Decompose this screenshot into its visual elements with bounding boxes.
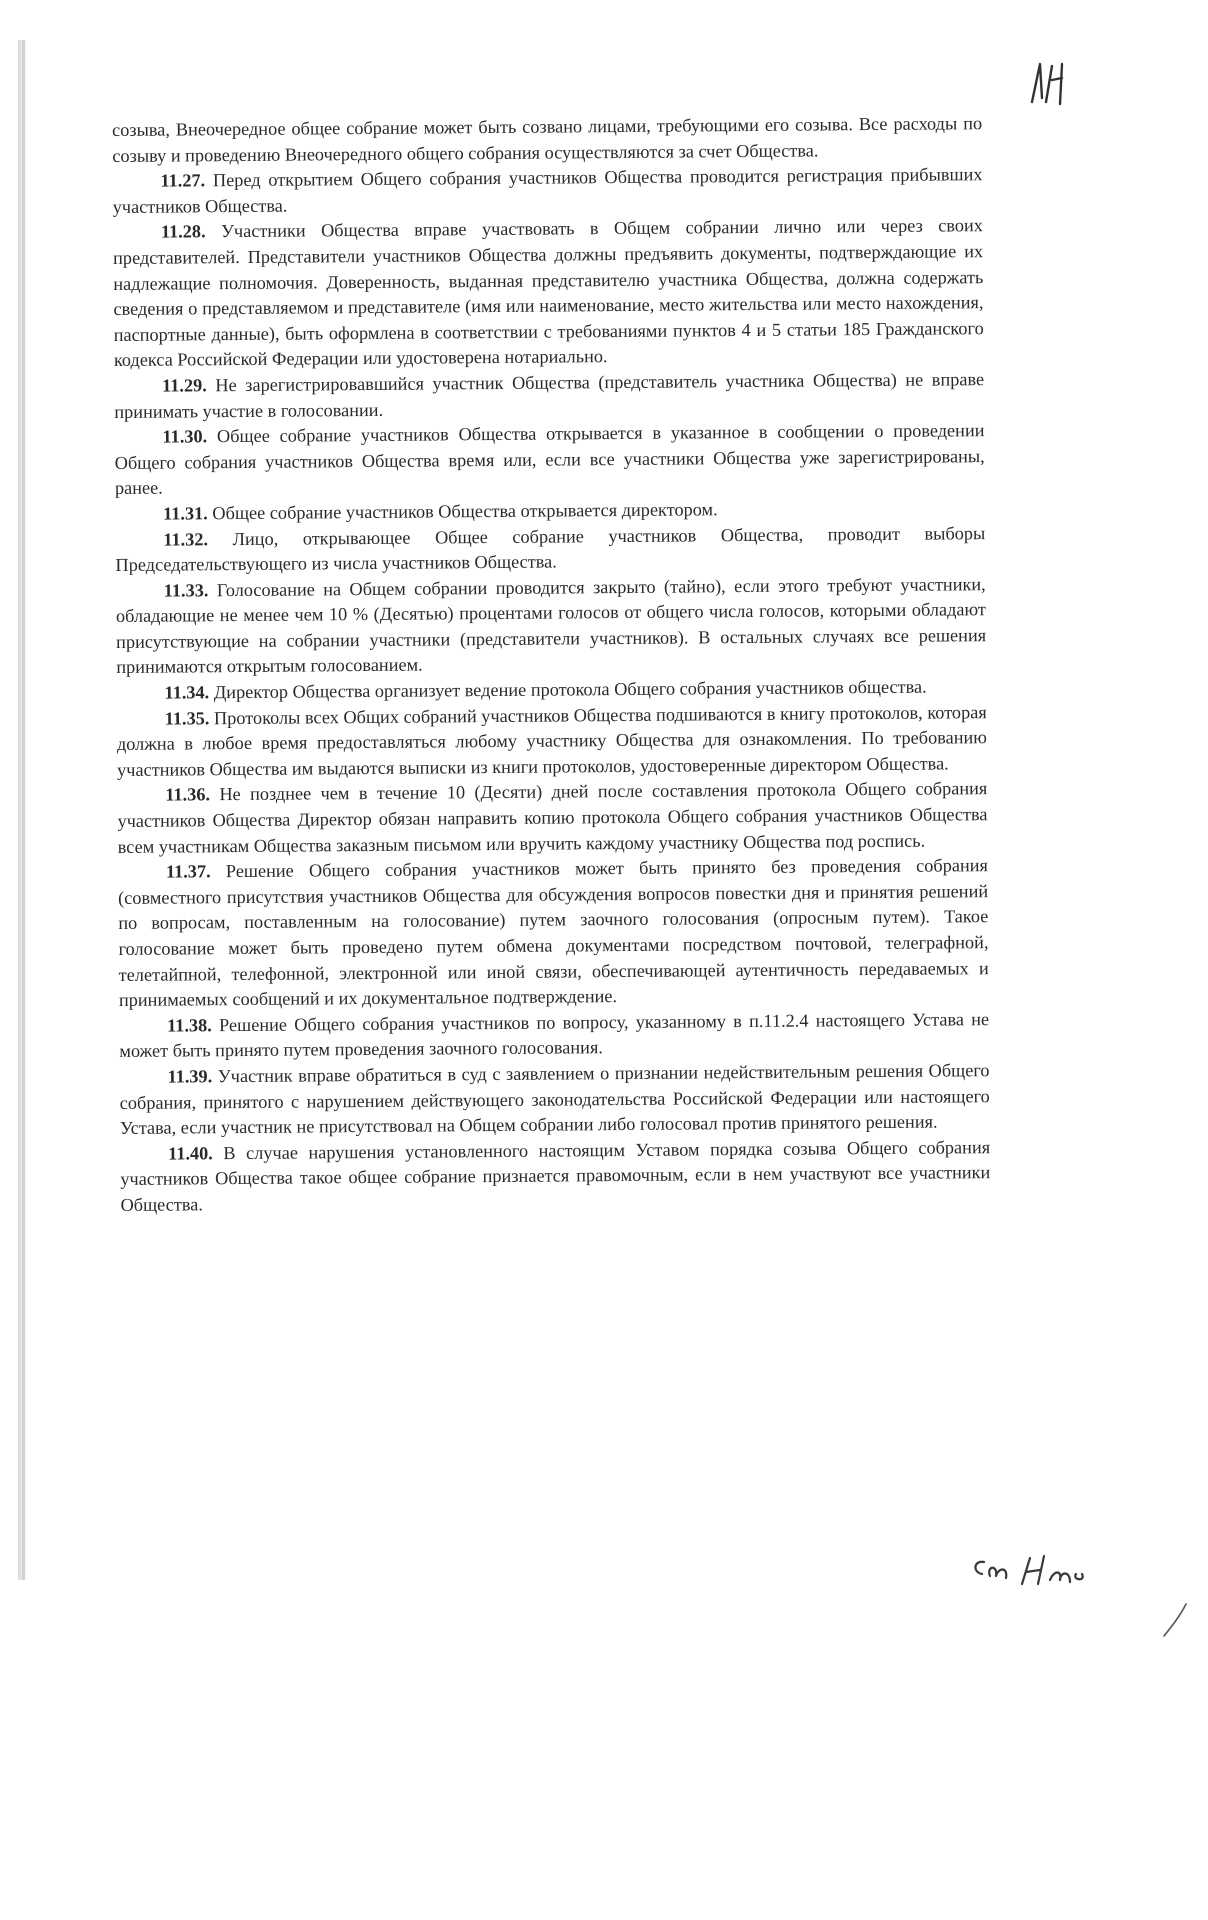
clause-text: Решение Общего собрания участников может быть принято без проведения собрания (совместного присутствия участников Общества для обсуждения вопросов повестки дня и принятия решений по вопросам, поставленным на голосование) путем заочного голосования (опросным путем). Такое голосование может быть проведено путем обмена документами посредством почтовой, телеграфной, телетайпной, телефонной, электронной или иной связи, обеспечивающей аутентичность передаваемых и принимаемых сообщений и их документальное подтверждение. — [118, 855, 989, 1011]
clause-11-37 — [118, 853, 989, 1013]
page-number-glyph — [1022, 58, 1072, 110]
clause-number: 11.32. — [163, 528, 209, 550]
pen-stroke — [1160, 1600, 1190, 1640]
clause-number: 11.33. — [163, 579, 209, 601]
intro-paragraph: созыва, Внеочередное общее собрание может быть созвано лицами, требующими его созыва. Все расходы по созыву и проведению Внеочередного общего собрания осуществляются за счет Общества. — [112, 113, 983, 166]
clause-text: Голосование на Общем собрании проводится закрыто (тайно), если этого требуют участники, обладающие не менее чем 10 % (Десятью) процентами голосов от общего числа голосов, которыми обладают присутствующие на собрании участники (представители участников). В остальных случаях все решения принимаются открытым голосованием. — [115, 573, 987, 678]
clause-number: 11.31. — [163, 503, 208, 524]
signature-stroke — [968, 1544, 1098, 1590]
clause-11-32 — [115, 521, 985, 579]
clause-text: Протоколы всех Общих собраний участников Общества подшиваются в книгу протоколов, которая должна в любое время предоставляться любому участнику Общества для ознакомления. По требованию участников Общества им выдаются выписки из книги протоколов, удостоверенные директором Общества. — [116, 701, 987, 780]
clause-number: 11.27. — [160, 170, 206, 191]
document-body — [112, 111, 991, 1218]
clause-11-28 — [113, 214, 984, 374]
clause-text: Не зарегистрировавшийся участник Общества (представитель участника Общества) не вправе принимать участие в голосовании. — [114, 369, 985, 422]
clause-11-38 — [119, 1007, 989, 1065]
clause-number: 11.37. — [165, 861, 211, 882]
clause-11-36 — [117, 777, 988, 861]
clause-text: Общее собрание участников Общества открывается в указанное в сообщении о проведении Общего собрания участников Общества время или, если все участники Общества уже зарегистрированы, ранее. — [114, 420, 985, 499]
clause-11-33 — [116, 572, 987, 681]
clause-text: Общее собрание участников Общества открывается директором. — [212, 499, 718, 524]
clause-text: Директор Общества организует ведение протокола Общего собрания участников общества. — [213, 676, 927, 703]
clause-number: 11.28. — [160, 221, 206, 242]
clause-number: 11.38. — [167, 1015, 212, 1036]
clause-number: 11.36. — [165, 784, 211, 806]
handwritten-page-number — [1022, 58, 1072, 110]
clause-number: 11.40. — [168, 1142, 213, 1164]
clause-11-29 — [114, 367, 984, 425]
clause-text: Перед открытием Общего собрания участников Общества проводится регистрация прибывших участников Общества. — [112, 164, 983, 217]
clause-11-40 — [120, 1135, 991, 1219]
clause-11-27 — [112, 162, 982, 220]
clause-number: 11.30. — [162, 426, 208, 447]
margin-pen-mark — [1160, 1600, 1190, 1640]
clause-text: Лицо, открывающее Общее собрание участников Общества, проводит выборы Председательствующего из числа участников Общества. — [115, 522, 986, 576]
handwritten-initials — [968, 1544, 1098, 1590]
clause-number: 11.39. — [167, 1066, 213, 1087]
clause-text: Участник вправе обратиться в суд с заявлением о признании недействительным решения Общего собрания, принятого с нарушением действующего законодательства Российской Федерации или настоящего Устава, если участник не присутствовал на Общем собрании либо голосовал против принятого решения. — [119, 1060, 990, 1139]
clause-text: Участники Общества вправе участвовать в Общем собрании лично или через своих представителей. Представители участников Общества должны предъявить документы, подтверждающие их надлежащие полномочия. Доверенность, выданная представителю участника Общества, должна содержать сведения о представляемом и представителе (имя или наименование, место жительства или место нахождения, паспортные данные), быть оформлена в соответствии с требованиями пунктов 4 и 5 статьи 185 Гражданского кодекса Российской Федерации или удостоверена нотариально. — [113, 215, 984, 371]
clause-text: Не позднее чем в течение 10 (Десяти) дней после составления протокола Общего собрания участников Общества Директор обязан направить копию протокола Общего собрания участников Общества всем участникам Общества заказным письмом или вручить каждому участнику Общества под роспись. — [117, 778, 988, 857]
clause-11-35 — [117, 700, 988, 784]
scan-edge-line — [22, 40, 25, 1580]
clause-number: 11.34. — [164, 682, 210, 703]
clause-11-39 — [119, 1058, 990, 1142]
clause-text: В случае нарушения установленного настоящим Уставом порядка созыва Общего собрания участников Общества такое общее собрание признается правомочным, если в нем участвуют все участники Общества. — [120, 1136, 991, 1215]
clause-text: Решение Общего собрания участников по вопросу, указанному в п.11.2.4 настоящего Устава не может быть принято путем проведения заочного голосования. — [119, 1008, 990, 1062]
clause-11-30 — [114, 418, 985, 502]
clause-number: 11.35. — [164, 707, 210, 729]
clause-number: 11.29. — [162, 375, 207, 396]
